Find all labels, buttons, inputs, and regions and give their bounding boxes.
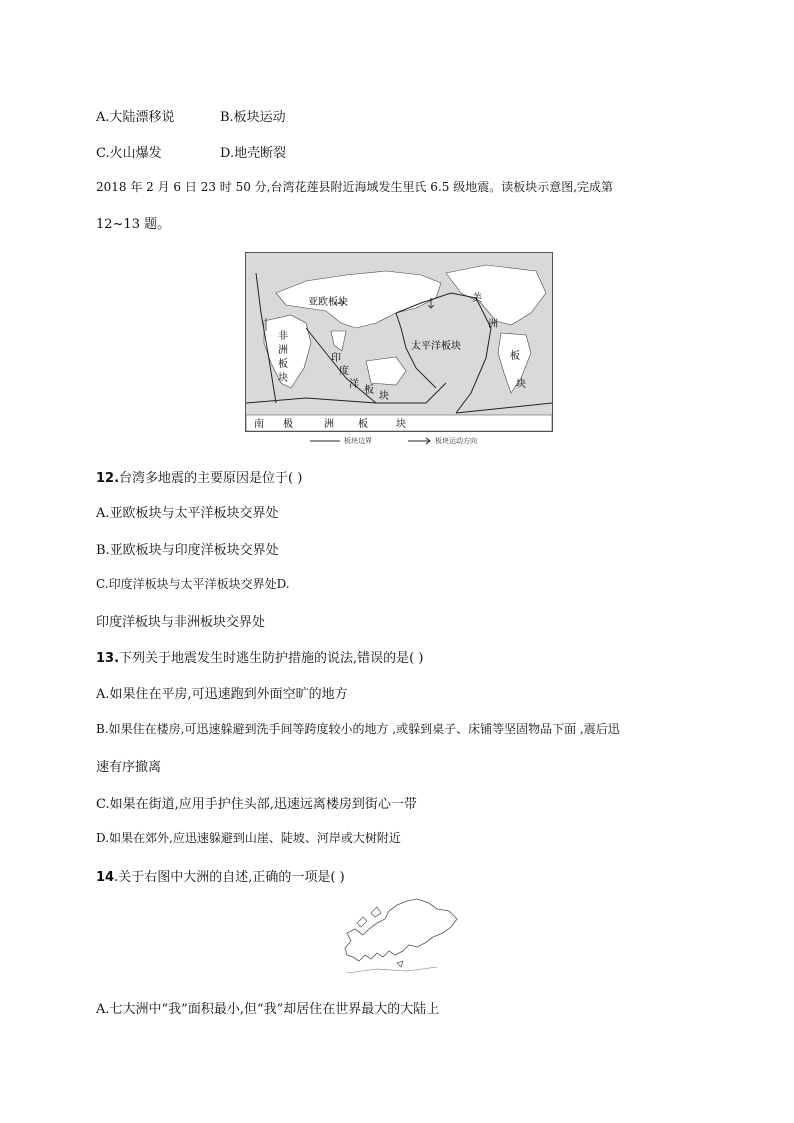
- q14-stem-text: .关于右图中大洲的自述,正确的一项是( ): [114, 870, 345, 885]
- label-america-3: 板: [510, 351, 520, 362]
- q12-option-a: A.亚欧板块与太平洋板块交界处: [96, 506, 279, 521]
- q14-stem: [96, 866, 345, 885]
- intro-line-2: 12~13 题。: [96, 217, 171, 232]
- q11-option-b: B.板块运动: [220, 110, 286, 125]
- label-pacific: 太平洋板块: [411, 341, 461, 352]
- label-antarctic-2: 极: [283, 419, 293, 430]
- label-africa-1: 非: [278, 331, 288, 342]
- q12-stem-text: 台湾多地震的主要原因是位于( ): [119, 471, 303, 486]
- q11-option-c: C.火山爆发: [96, 146, 162, 161]
- label-antarctic-3: 洲: [324, 419, 334, 430]
- label-indian-3: 洋: [349, 379, 359, 390]
- q13-option-d: D.如果在郊外,应迅速躲避到山崖、陡坡、河岸或大树附近: [96, 831, 401, 845]
- label-eurasia: 亚欧板块: [308, 297, 348, 308]
- label-africa-4: 块: [278, 373, 288, 384]
- q11-option-d: D.地壳断裂: [220, 146, 287, 161]
- legend-direction-text: 板块运动方向: [435, 437, 477, 445]
- legend-arrow-icon: [408, 437, 432, 445]
- label-antarctic-4: 板: [358, 419, 368, 430]
- q13-option-c: C.如果在街道,应用手护住头部,迅速远离楼房到街心一带: [96, 797, 417, 812]
- q14-option-a: A.七大洲中“我”面积最小,但“我”却居住在世界最大的大陆上: [96, 1002, 440, 1017]
- q13-option-b-line2: 速有序撤离: [96, 760, 162, 775]
- legend-boundary-line: [310, 437, 340, 445]
- q13-stem-text: 下列关于地震发生时逃生防护措施的说法,错误的是( ): [119, 651, 424, 666]
- label-africa-3: 板: [278, 359, 288, 370]
- plate-map-drawing: [246, 253, 552, 431]
- q14-number: 14: [96, 870, 115, 885]
- label-indian-1: 印: [331, 353, 341, 364]
- label-america-1: 美: [472, 293, 482, 304]
- q13-option-a: A.如果住在平房,可迅速跑到外面空旷的地方: [96, 687, 348, 702]
- label-indian-4: 板: [364, 385, 374, 396]
- label-africa-2: 洲: [278, 345, 288, 356]
- q12-option-c: C.印度洋板块与太平洋板块交界处D.: [96, 577, 290, 591]
- q13-stem: [96, 647, 423, 666]
- eurasia-landmass: [276, 271, 441, 328]
- plate-boundary-pacific-east: [456, 298, 491, 413]
- label-america-2: 洲: [488, 319, 498, 330]
- label-indian-2: 度: [339, 366, 349, 377]
- label-america-4: 块: [516, 379, 526, 390]
- south-america-landmass: [498, 333, 531, 393]
- label-antarctic-5: 块: [396, 419, 406, 430]
- q11-option-a: A.大陆漂移说: [96, 110, 175, 125]
- label-antarctic-1: 南: [254, 419, 264, 430]
- label-indian-5: 块: [379, 391, 389, 402]
- q13-number: 13.: [96, 651, 120, 666]
- legend-boundary-text: 板块边界: [344, 437, 372, 445]
- q12-option-d: 印度洋板块与非洲板块交界处: [96, 615, 266, 630]
- q13-option-b-line1: B.如果住在楼房,可迅速躲避到洗手间等跨度较小的地方 ,或躲到桌子、床铺等坚固物品下面 ,震后迅: [96, 722, 620, 736]
- plate-boundary-south: [246, 398, 552, 413]
- plate-map: [245, 252, 553, 432]
- q12-stem: [96, 467, 302, 486]
- australia-landmass: [366, 357, 406, 385]
- q12-number: 12.: [96, 471, 120, 486]
- europe-outline-map: [337, 893, 461, 977]
- intro-line-1: 2018 年 2 月 6 日 23 时 50 分,台湾花莲县附近海域发生里氏 6.5 级地震。读板块示意图,完成第: [96, 180, 614, 194]
- q12-option-b: B.亚欧板块与印度洋板块交界处: [96, 543, 279, 558]
- india-landmass: [331, 331, 346, 351]
